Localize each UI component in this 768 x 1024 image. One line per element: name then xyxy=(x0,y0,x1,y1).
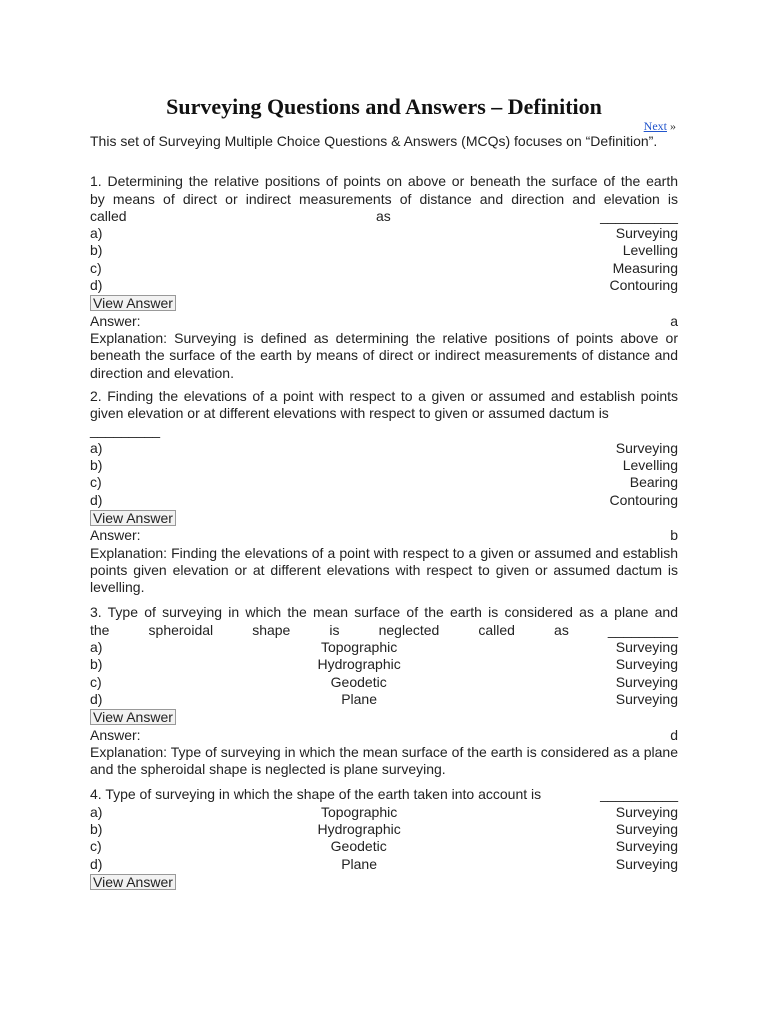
intro-text: This set of Surveying Multiple Choice Questions & Answers (MCQs) focuses on “Definition”. xyxy=(90,133,658,149)
question-2-options xyxy=(90,440,678,509)
view-answer-button[interactable]: View Answer xyxy=(90,874,176,890)
question-2-blank: _________ xyxy=(90,422,161,439)
option-letter: a) xyxy=(90,225,103,242)
explanation: Explanation: Finding the elevations of a point with respect to a given or assumed and establish points given elevation or at different elevations with respect to given or assumed dactum is levelling. xyxy=(90,544,678,596)
option-letter: c) xyxy=(90,259,102,276)
option-text: Surveying xyxy=(615,225,678,242)
question-3-word: is xyxy=(329,621,340,638)
option-letter: b) xyxy=(90,242,103,259)
option-letter: d) xyxy=(90,491,103,508)
question-3-word: shape xyxy=(252,621,291,638)
view-answer-button[interactable]: View Answer xyxy=(90,510,176,526)
question-4-text: 4. Type of surveying in which the shape of the earth taken into account is xyxy=(90,786,542,803)
option-row xyxy=(90,821,678,838)
question-3 xyxy=(90,604,678,639)
option-letter: b) xyxy=(90,457,103,474)
answer-value: a xyxy=(670,312,678,329)
answer-value: d xyxy=(670,726,678,743)
next-nav xyxy=(644,119,676,134)
option-text: Surveying xyxy=(615,855,678,872)
option-mid-text: Geodetic xyxy=(330,838,387,855)
option-text: Levelling xyxy=(622,242,678,259)
option-text: Surveying xyxy=(615,820,678,837)
question-3-word: the xyxy=(90,621,110,638)
option-letter: b) xyxy=(90,656,103,673)
view-answer-button[interactable]: View Answer xyxy=(90,709,176,725)
question-3-word: as xyxy=(554,621,569,638)
answer-label: Answer: xyxy=(90,726,141,743)
question-4-line xyxy=(90,786,678,803)
question-1-line-2: by means of direct or indirect measurements of distance and direction and elevation is xyxy=(90,190,678,207)
option-mid-text: Geodetic xyxy=(330,673,387,690)
option-row xyxy=(90,639,678,656)
option-letter: a) xyxy=(90,639,103,656)
option-row xyxy=(90,691,678,708)
answer-row xyxy=(90,527,678,544)
article-body xyxy=(90,133,678,891)
option-text: Surveying xyxy=(615,690,678,707)
option-text: Contouring xyxy=(609,491,678,508)
option-text: Contouring xyxy=(609,277,678,294)
question-4 xyxy=(90,786,678,803)
option-mid-text: Topographic xyxy=(320,639,398,656)
option-row xyxy=(90,804,678,821)
next-link[interactable]: Next xyxy=(643,119,667,133)
question-1-word-as: as xyxy=(375,207,391,224)
option-row xyxy=(90,838,678,855)
explanation: Explanation: Type of surveying in which the mean surface of the earth is considered as a plane and the spheroidal shape is neglected is plane surveying. xyxy=(90,743,678,778)
option-text: Measuring xyxy=(612,259,678,276)
option-mid-text: Hydrographic xyxy=(317,820,401,837)
option-text: Surveying xyxy=(615,673,678,690)
option-row xyxy=(90,674,678,691)
question-3-blank: _________ xyxy=(607,621,678,638)
answer-label: Answer: xyxy=(90,527,141,544)
question-3-options xyxy=(90,639,678,708)
answer-row xyxy=(90,727,678,744)
option-letter: c) xyxy=(90,838,102,855)
question-1-blank: __________ xyxy=(600,207,678,224)
option-row xyxy=(90,260,678,277)
option-text: Surveying xyxy=(615,439,678,456)
option-letter: a) xyxy=(90,803,103,820)
question-2-text: 2. Finding the elevations of a point with respect to a given or assumed and establish points given elevation or at different elevations with respect to given or assumed dactum is xyxy=(90,387,678,422)
question-3-line-1: 3. Type of surveying in which the mean surface of the earth is considered as a plane and xyxy=(90,604,678,621)
answer-row xyxy=(90,313,678,330)
option-letter: b) xyxy=(90,820,103,837)
option-row xyxy=(90,440,678,457)
question-3-line-2 xyxy=(90,622,678,639)
option-row xyxy=(90,474,678,491)
answer-value: b xyxy=(670,527,678,544)
question-1-line-1: 1. Determining the relative positions of points on above or beneath the surface of the earth xyxy=(90,173,678,190)
option-text: Bearing xyxy=(629,474,678,491)
option-mid-text: Topographic xyxy=(320,803,398,820)
question-4-options xyxy=(90,804,678,873)
question-4-blank: __________ xyxy=(600,786,678,803)
question-1-line-3 xyxy=(90,208,678,225)
question-1-word-called: called xyxy=(90,207,127,224)
option-letter: d) xyxy=(90,277,103,294)
option-text: Surveying xyxy=(615,639,678,656)
option-mid-text: Hydrographic xyxy=(317,656,401,673)
option-text: Levelling xyxy=(622,457,678,474)
option-letter: d) xyxy=(90,690,103,707)
option-row xyxy=(90,457,678,474)
option-text: Surveying xyxy=(615,656,678,673)
option-row xyxy=(90,656,678,673)
option-row xyxy=(90,277,678,294)
option-letter: c) xyxy=(90,673,102,690)
answer-label: Answer: xyxy=(90,312,141,329)
option-row xyxy=(90,225,678,242)
option-mid-text: Plane xyxy=(341,690,377,707)
option-row xyxy=(90,242,678,259)
question-1 xyxy=(90,173,678,225)
explanation: Explanation: Surveying is defined as determining the relative positions of points above or beneath the surface of the earth by means of direct or indirect measurements of distance and direction and elevation. xyxy=(90,329,678,381)
view-answer-button[interactable]: View Answer xyxy=(90,295,176,311)
option-row xyxy=(90,856,678,873)
option-text: Surveying xyxy=(615,803,678,820)
option-row xyxy=(90,492,678,509)
next-arrow-icon: » xyxy=(670,119,676,133)
option-letter: d) xyxy=(90,855,103,872)
option-letter: c) xyxy=(90,474,102,491)
question-3-word: neglected xyxy=(378,621,440,638)
page-title: Surveying Questions and Answers – Definition xyxy=(166,94,602,119)
option-text: Surveying xyxy=(615,838,678,855)
question-2 xyxy=(90,388,678,440)
option-letter: a) xyxy=(90,439,103,456)
question-3-word: spheroidal xyxy=(148,621,214,638)
option-mid-text: Plane xyxy=(341,855,377,872)
question-3-word: called xyxy=(478,621,515,638)
question-1-options xyxy=(90,225,678,294)
